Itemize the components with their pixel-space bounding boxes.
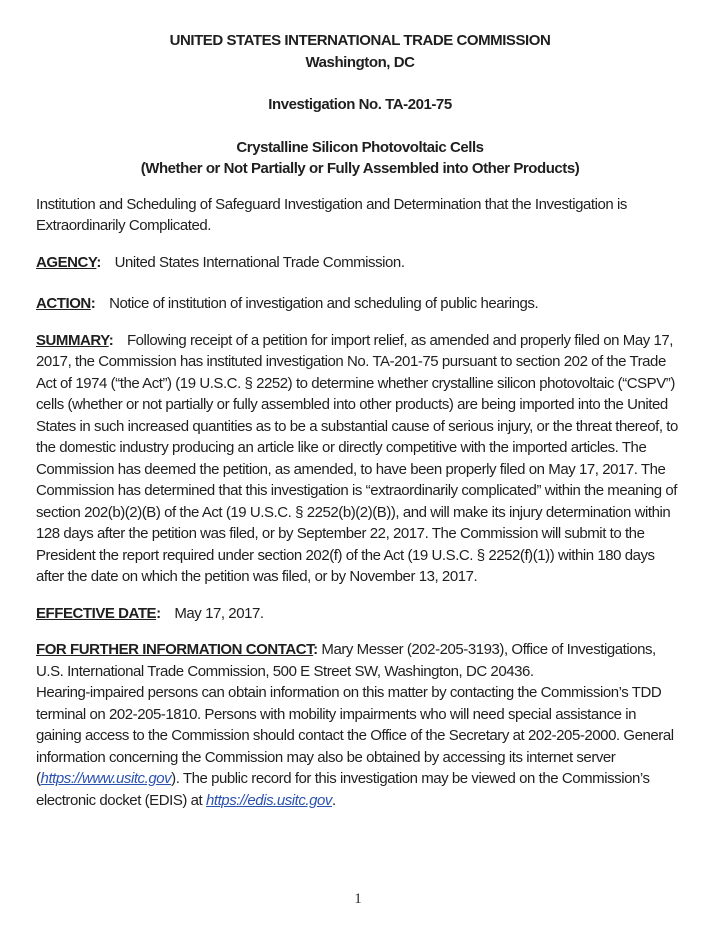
usitc-website-link[interactable]: https://www.usitc.gov xyxy=(40,770,172,787)
action-paragraph xyxy=(36,293,684,315)
contact-body-end: . xyxy=(332,791,336,809)
contact-paragraph xyxy=(36,639,684,811)
page-footer xyxy=(0,889,716,911)
summary-label: SUMMARY: xyxy=(36,331,114,349)
agency-label: AGENCY: xyxy=(36,253,101,271)
agency-text: United States International Trade Commission. xyxy=(114,253,405,271)
agency-paragraph xyxy=(36,252,684,274)
summary-text: Following receipt of a petition for import relief, as amended and properly filed on May 17, 2017, the Commission has instituted investigation No. TA-201-75 pursuant to section 202 of the Trade Act of 1974 (“the Act”) (19 U.S.C. § 2252) to determine whether crystalline silicon photovoltaic (“CSPV”) cells (whether or not partially or fully assembled into other products) are being imported into the United States in such increased quantities as to be a substantial cause of serious injury, or the threat thereof, to the domestic industry producing an article like or directly competitive with the imported articles. The Commission has deemed the petition, as amended, to have been properly filed on May 17, 2017. The Commission has determined that this investigation is “extraordinarily complicated” within the meaning of section 202(b)(2)(B) of the Act (19 U.S.C. § 2252(b)(2)(B)), and will make its injury determination within 128 days after the petition was filed, or by September 22, 2017. The Commission will submit to the President the report required under section 202(f) of the Act (19 U.S.C. § 2252(f)(1)) within 180 days after the date on which the petition was filed, or by November 13, 2017. xyxy=(36,331,678,585)
subject-title: Crystalline Silicon Photovoltaic Cells xyxy=(236,138,484,156)
contact-body-between: ). The public record for this investigation may be viewed on the Commission’s electronic docket (EDIS) at xyxy=(36,770,650,809)
effective-date-label: EFFECTIVE DATE: xyxy=(36,604,161,622)
contact-label: FOR FURTHER INFORMATION CONTACT: xyxy=(36,641,318,658)
edis-docket-link[interactable]: https://edis.usitc.gov xyxy=(205,791,332,809)
effective-date-paragraph xyxy=(36,603,684,625)
case-subject xyxy=(36,137,684,180)
investigation-number: Investigation No. TA-201-75 xyxy=(268,96,452,113)
intro-paragraph: Institution and Scheduling of Safeguard Investigation and Determination that the Investigation is Extraordinarily Complicated. xyxy=(36,195,627,234)
contact-body: Hearing-impaired persons can obtain information on this matter by contacting the Commission’s TDD terminal on 202-205-1810. Persons with mobility impairments who will need special assistance in gaining access to the Commission should contact the Office of the Secretary at 202-205-2000. General information concerning the Commission may also be obtained by accessing its internet server ( xyxy=(36,684,674,787)
page-number: 1 xyxy=(354,891,362,907)
document-header xyxy=(36,30,684,73)
summary-paragraph xyxy=(36,330,684,588)
action-text: Notice of institution of investigation and scheduling of public hearings. xyxy=(109,295,539,312)
subject-subtitle: (Whether or Not Partially or Fully Assembled into Other Products) xyxy=(140,160,580,177)
action-label: ACTION: xyxy=(36,295,96,312)
commission-city: Washington, DC xyxy=(305,53,415,71)
effective-date-text: May 17, 2017. xyxy=(174,604,264,622)
contact-address: Mary Messer (202-205-3193), Office of Investigations, U.S. International Trade Commission, 500 E Street SW, Washington, DC 20436. xyxy=(36,641,656,680)
commission-title: UNITED STATES INTERNATIONAL TRADE COMMISSION xyxy=(169,32,551,49)
